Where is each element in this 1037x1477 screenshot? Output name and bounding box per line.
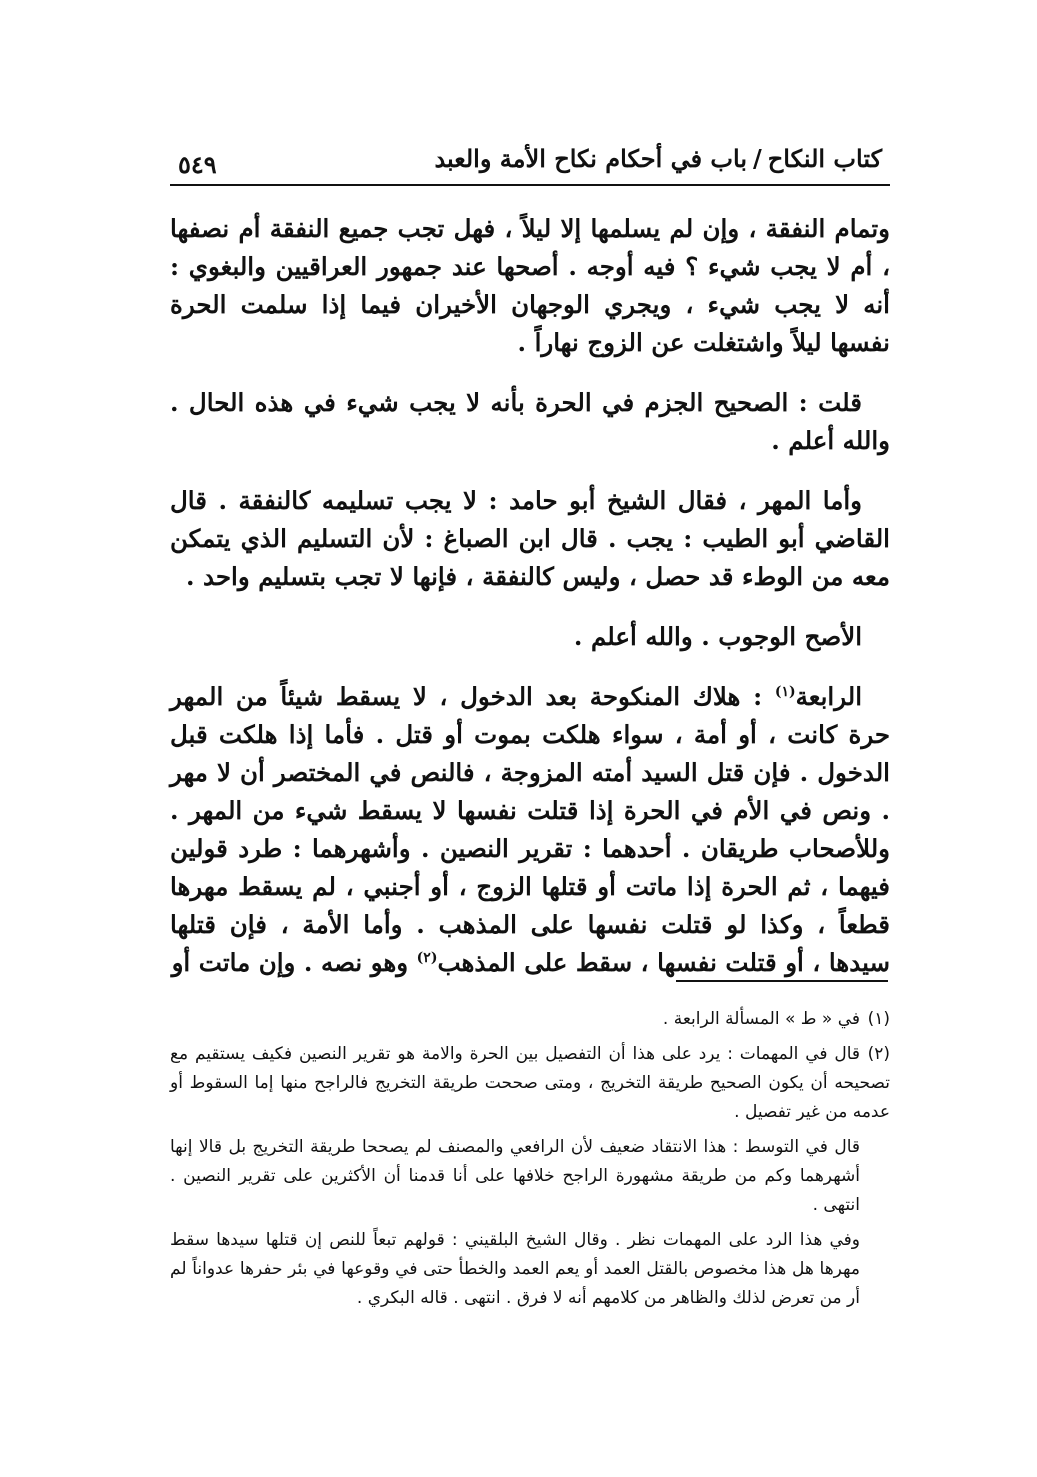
footnote-2-text: قال في المهمات : يرد على هذا أن التفصيل بين الحرة والامة هو تقرير النصين فكيف يستقيم مع تصحيحه أن يكون الصحيح طريقة التخريج ، ومتى صححت طريقة التخريج فالراجح منها إما السقوط أو عدمه من غير تفصيل . <box>170 1044 890 1122</box>
footnote-ref-2: (٢) <box>416 949 438 966</box>
main-text <box>170 210 890 1004</box>
footnote-2-paragraph-2: قال في التوسط : هذا الانتقاد ضعيف لأن الرافعي والمصنف لم يصححا طريقة التخريج بل قالا إنها أشهرهما وكم من طريقة مشهورة الراجح خلافها على أنا قدمنا أن الأكثرين على تقرير النصين . انتهى . <box>170 1137 860 1215</box>
paragraph-3: وأما المهر ، فقال الشيخ أبو حامد : لا يجب تسليمه كالنفقة . قال القاضي أبو الطيب : يجب . قال ابن الصباغ : لأن التسليم الذي يتمكن معه من الوطء قد حصل ، وليس كالنفقة ، فإنها لا تجب بتسليم واحد . <box>170 486 890 591</box>
footnote-1-number: (١) <box>867 1009 890 1029</box>
paragraph-2-lead: قلت <box>818 388 862 417</box>
title-separator: / <box>753 144 762 173</box>
chapter-title: باب في أحكام نكاح الأمة والعبد <box>434 144 748 173</box>
footnote-rule <box>676 980 888 982</box>
page-number: ٥٤٩ <box>178 150 217 179</box>
paragraph-2 <box>170 384 890 460</box>
header-title <box>434 144 882 173</box>
paragraph-2-text: : الصحيح الجزم في الحرة بأنه لا يجب شيء في هذه الحال . والله أعلم . <box>170 388 890 455</box>
footnote-2-number: (٢) <box>867 1044 890 1064</box>
paragraph-5-lead: الرابعة <box>795 682 862 711</box>
book-title: كتاب النكاح <box>767 144 882 173</box>
running-header <box>170 138 890 188</box>
footnote-2 <box>170 1040 890 1127</box>
footnotes <box>170 1005 890 1319</box>
header-rule <box>170 184 890 186</box>
paragraph-5-text-a: : هلاك المنكوحة بعد الدخول ، لا يسقط شيئاً من المهر حرة كانت ، أو أمة ، سواء هلكت بموت أو قتل . فأما إذا هلكت قبل الدخول . فإن قتل السيد أمته المزوجة ، فالنص في المختصر أن لا مهر . ونص في الأم في الحرة إذا قتلت نفسها لا يسقط شيء من المهر . وللأصحاب طريقان . أحدهما : تقرير النصين . وأشهرهما : طرد قولين فيهما ، ثم الحرة إذا ماتت أو قتلها الزوج ، أو أجنبي ، لم يسقط مهرها قطعاً ، وكذا لو قتلت نفسها على المذهب . وأما الأمة ، فإن قتلها سيدها ، أو قتلت نفسها ، سقط على المذهب <box>170 682 890 977</box>
paragraph-5-text-b: وهو نصه . وإن ماتت أو <box>171 948 417 977</box>
paragraph-4: الأصح الوجوب . والله أعلم . <box>573 622 862 651</box>
footnote-1-text: في « ط » المسألة الرابعة . <box>662 1009 860 1029</box>
footnote-ref-1: (١) <box>774 683 796 700</box>
footnote-1 <box>170 1005 890 1034</box>
paragraph-1: وتمام النفقة ، وإن لم يسلمها إلا ليلاً ، فهل تجب جميع النفقة أم نصفها ، أم لا يجب شيء ؟ فيه أوجه . أصحها عند جمهور العراقيين والبغوي : أنه لا يجب شيء ، ويجري الوجهان الأخيران فيما إذا سلمت الحرة نفسها ليلاً واشتغلت عن الزوج نهاراً . <box>170 214 890 357</box>
footnote-2-paragraph-3: وفي هذا الرد على المهمات نظر . وقال الشيخ البلقيني : قولهم تبعاً للنص إن قتلها سيدها سقط مهرها هل هذا مخصوص بالقتل العمد أو يعم العمد والخطأ حتى في وقوعها في بئر حفرها عدواناً لم أر من تعرض لذلك والظاهر من كلامهم أنه لا فرق . انتهى . قاله البكري . <box>170 1230 860 1308</box>
paragraph-5 <box>170 678 890 982</box>
